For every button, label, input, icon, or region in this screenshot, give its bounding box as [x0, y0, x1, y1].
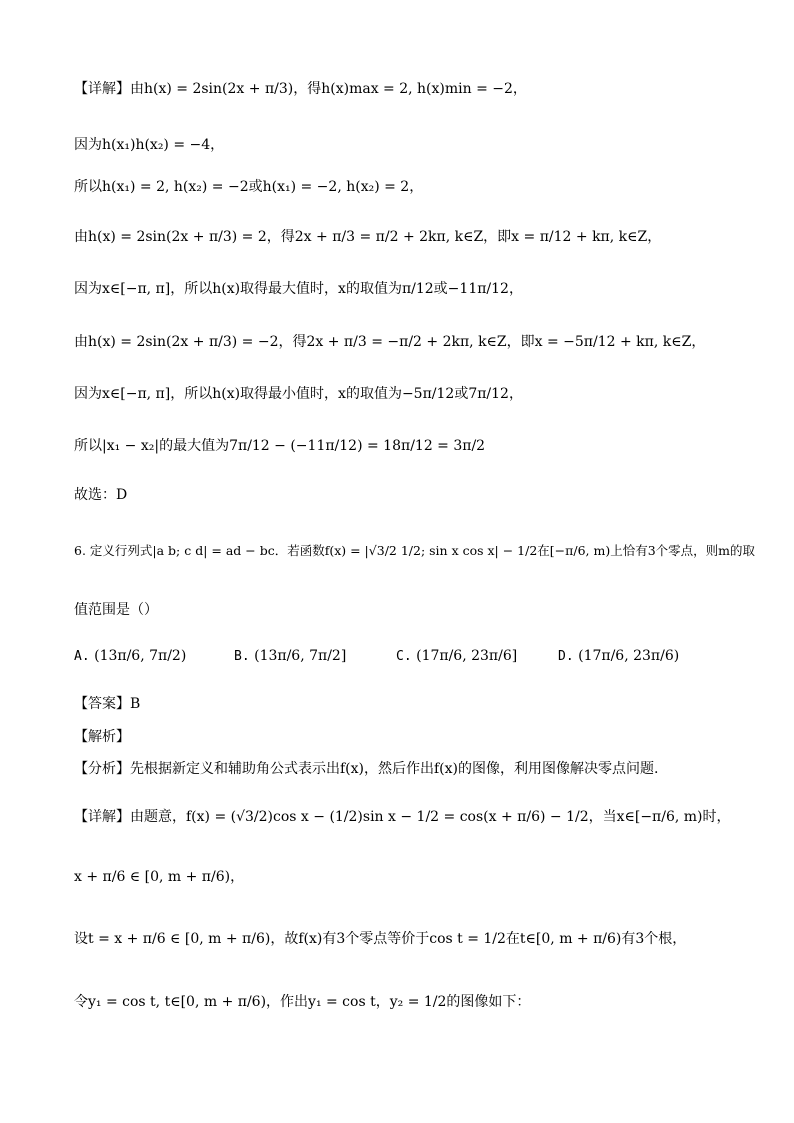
option-b: [234, 648, 346, 664]
solution-line-6: 由h(x) = 2sin(2x + π/3) = −2，得2x + π/3 = −π/2 + 2kπ, k∈Z，即x = −5π/12 + kπ, k∈Z，: [74, 334, 706, 350]
option-a-value: (13π/6, 7π/2): [94, 648, 187, 664]
option-c-letter: C.: [396, 649, 412, 664]
option-d-value: (17π/6, 23π/6): [578, 648, 680, 664]
detail-line-1: 【详解】由题意，f(x) = (√3/2)cos x − (1/2)sin x − 1/2 = cos(x + π/6) − 1/2，当x∈[−π/6, m)时，: [74, 809, 731, 825]
option-b-letter: B.: [234, 649, 250, 664]
solution-line-1: 【详解】由h(x) = 2sin(2x + π/3)，得h(x)max = 2, h(x)min = −2，: [74, 81, 527, 97]
solution-line-7: 因为x∈[−π, π]，所以h(x)取得最小值时，x的取值为−5π/12或7π/12，: [74, 386, 523, 402]
solution-answer: 故选：D: [74, 487, 128, 503]
question-6-stem: 6. 定义行列式|a b; c d| = ad − bc．若函数f(x) = |√3/2 1/2; sin x cos x| − 1/2在[−π/6, m)上恰有3个零点，则m的取: [74, 543, 756, 558]
detail-line-4: 令y₁ = cos t, t∈[0, m + π/6)，作出y₁ = cos t，y₂ = 1/2的图像如下：: [74, 994, 531, 1010]
solution-line-3: 所以h(x₁) = 2, h(x₂) = −2或h(x₁) = −2, h(x₂) = 2，: [74, 179, 424, 195]
solution-line-8: 所以|x₁ − x₂|的最大值为7π/12 − (−11π/12) = 18π/12 = 3π/2: [74, 438, 486, 454]
option-a-letter: A.: [74, 649, 90, 664]
question-6-stem-cont: 值范围是（）: [74, 602, 158, 618]
answer-heading: 【答案】B: [74, 696, 141, 712]
option-c: [396, 648, 517, 664]
analysis-summary: 【分析】先根据新定义和辅助角公式表示出f(x)，然后作出f(x)的图像，利用图像解决零点问题.: [74, 761, 659, 777]
option-a: [74, 648, 186, 664]
option-d-letter: D.: [558, 649, 574, 664]
option-d: [558, 648, 679, 664]
solution-line-5: 因为x∈[−π, π]，所以h(x)取得最大值时，x的取值为π/12或−11π/12，: [74, 281, 523, 297]
detail-line-3: 设t = x + π/6 ∈ [0, m + π/6)，故f(x)有3个零点等价于cos t = 1/2在t∈[0, m + π/6)有3个根，: [74, 931, 687, 947]
detail-line-2: x + π/6 ∈ [0, m + π/6)，: [74, 869, 245, 885]
option-c-value: (17π/6, 23π/6]: [416, 648, 518, 664]
analysis-heading: 【解析】: [74, 729, 130, 745]
option-b-value: (13π/6, 7π/2]: [254, 648, 347, 664]
solution-line-2: 因为h(x₁)h(x₂) = −4，: [74, 137, 225, 153]
solution-line-4: 由h(x) = 2sin(2x + π/3) = 2，得2x + π/3 = π/2 + 2kπ, k∈Z，即x = π/12 + kπ, k∈Z，: [74, 229, 662, 245]
